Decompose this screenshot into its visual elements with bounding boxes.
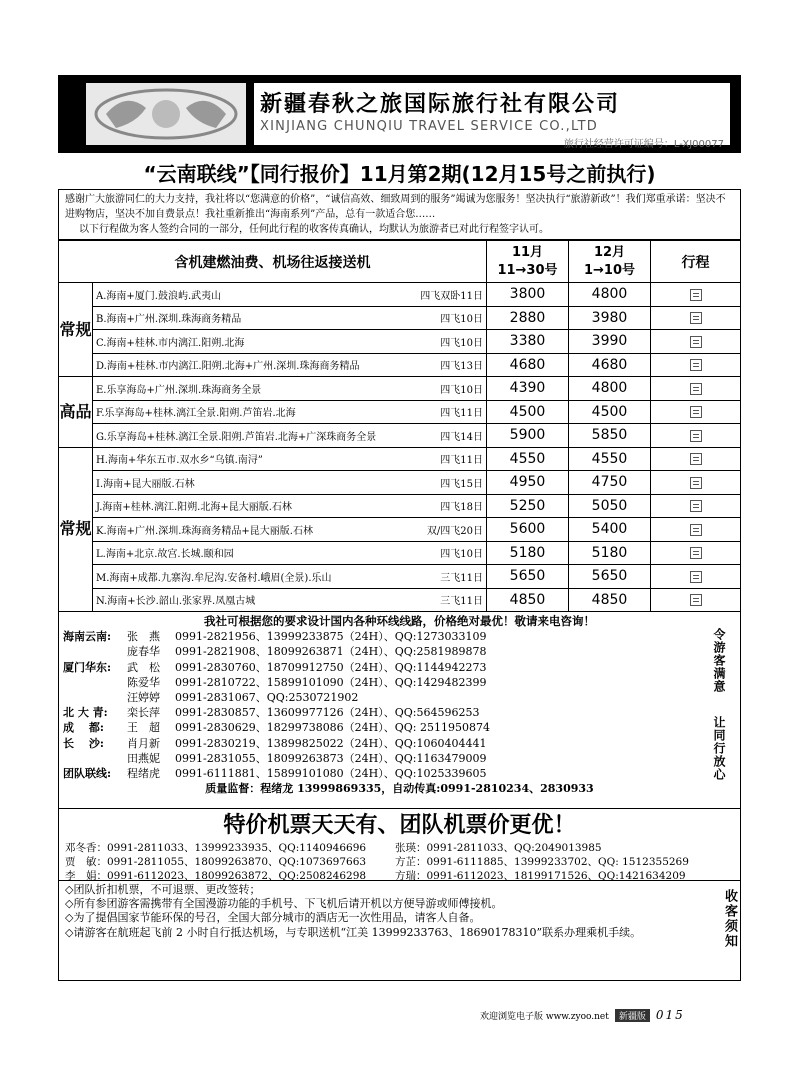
- contact-info: 0991-2810722、15899101090（24H）、QQ:1429482399: [175, 675, 487, 689]
- price-dec: 4800: [569, 377, 651, 401]
- table-row: [59, 494, 741, 518]
- route-cell: [93, 353, 487, 377]
- route-name: B.海南+广州.深圳.珠海商务精品: [96, 314, 242, 326]
- intro-text: [58, 189, 741, 240]
- contact-city: 海南云南:: [63, 630, 112, 644]
- price-nov: 5180: [487, 541, 569, 565]
- route-cell: [93, 424, 487, 448]
- route-cell: [93, 330, 487, 354]
- table-row: [59, 283, 741, 307]
- route-days: 四飞15日: [440, 478, 483, 490]
- company-header: [58, 75, 741, 153]
- table-row: [59, 588, 741, 612]
- col-header-route: 含机建燃油费、机场往返接送机: [59, 241, 487, 283]
- contact-city: [63, 675, 127, 690]
- route-cell: [93, 400, 487, 424]
- document-icon[interactable]: [690, 477, 702, 489]
- itinerary-cell[interactable]: [651, 306, 741, 330]
- col-dec-b: 1→10号: [583, 262, 636, 278]
- price-nov: 2880: [487, 306, 569, 330]
- company-name-en: XINJIANG CHUNQIU TRAVEL SERVICE CO.,LTD: [260, 119, 598, 134]
- slogan-1: 令游客满意: [712, 628, 726, 693]
- price-dec: 5400: [569, 518, 651, 542]
- contact-city: 长 沙:: [63, 736, 104, 750]
- price-nov: 4390: [487, 377, 569, 401]
- price-nov: 5900: [487, 424, 569, 448]
- route-days: 四飞10日: [440, 384, 483, 396]
- document-icon[interactable]: [690, 500, 702, 512]
- table-row: [59, 471, 741, 495]
- contact-row: [63, 644, 736, 659]
- contact-city: [63, 690, 127, 705]
- route-cell: [93, 471, 487, 495]
- itinerary-cell[interactable]: [651, 353, 741, 377]
- notice-item: ◇请游客在航班起飞前 2 小时自行抵达机场，与专职送机“江美 13999233763、18690178310”联系办理乘机手续。: [65, 925, 642, 939]
- notice-label: 收客须知: [722, 889, 737, 949]
- route-cell: [93, 283, 487, 307]
- intro-line-1: 感谢广大旅游同仁的大力支持，我社将以“您满意的价格”，“诚信高效、细致周到的服务”竭诚为您服务！坚决执行“旅游新政”！我们郑重承诺：坚决不进购物店，坚决不加自费景点！我社重新推出“海南系列”产品，总有一款适合您……: [65, 194, 726, 220]
- contact-name: 张 燕: [127, 630, 160, 644]
- route-days: 三飞11日: [440, 572, 483, 584]
- contact-city: 团队联线:: [63, 767, 112, 781]
- itinerary-cell[interactable]: [651, 400, 741, 424]
- price-nov: 3380: [487, 330, 569, 354]
- ticket-contact-left: 贾 敏：0991-2811055、18099263870、QQ:1073697663: [65, 856, 367, 868]
- document-icon[interactable]: [690, 571, 702, 583]
- contact-city: 厦门华东:: [63, 660, 112, 674]
- contact-row: [63, 690, 736, 705]
- contact-name: 王 超: [127, 721, 160, 735]
- col-nov-a: 11月: [511, 244, 544, 260]
- notice-item: ◇团队折扣机票，不可退票、更改签转；: [65, 883, 261, 896]
- ticket-contact-left: 邓冬香：0991-2811033、13999233935、QQ:1140946696: [65, 842, 367, 854]
- route-days: 四飞11日: [440, 455, 483, 467]
- notice-section: [58, 881, 741, 981]
- price-dec: 5180: [569, 541, 651, 565]
- price-dec: 4750: [569, 471, 651, 495]
- company-name-block: [254, 83, 730, 150]
- document-icon[interactable]: [690, 453, 702, 465]
- table-row: [59, 565, 741, 589]
- route-cell: [93, 565, 487, 589]
- contact-info: 0991-2831067、QQ:2530721902: [175, 691, 359, 705]
- table-row: [59, 306, 741, 330]
- document-icon[interactable]: [690, 289, 702, 301]
- price-nov: 5600: [487, 518, 569, 542]
- intro-line-2: 以下行程做为客人签约合同的一部分，任何此行程的收客传真确认，均默认为旅游者已对此行程签字认可。: [79, 224, 549, 235]
- route-days: 四飞10日: [440, 337, 483, 349]
- price-dec: 5850: [569, 424, 651, 448]
- footer-tag: 新疆版: [615, 1009, 650, 1022]
- table-row: [59, 400, 741, 424]
- price-table-body: [59, 283, 741, 612]
- ticket-contact-list: [65, 841, 734, 883]
- quality-supervision: 质量监督：程绪龙 13999869335，自动传真:0991-2810234、2830933: [205, 782, 594, 796]
- brochure-page: [58, 75, 741, 981]
- route-days: 三飞11日: [440, 596, 483, 608]
- table-row: [59, 330, 741, 354]
- table-row: [59, 541, 741, 565]
- contact-row: [63, 751, 736, 766]
- document-icon[interactable]: [690, 336, 702, 348]
- itinerary-cell[interactable]: [651, 283, 741, 307]
- route-name: E.乐享海岛+广州.深圳.珠海商务全景: [96, 384, 262, 396]
- ticket-contact-right: 方芷：0991-6111885、13999233702、QQ: 1512355269: [395, 856, 689, 868]
- price-nov: 4500: [487, 400, 569, 424]
- ticket-contact-left: 李 娟：0991-6112023、18099263872、QQ:2508246298: [65, 870, 367, 882]
- price-nov: 5650: [487, 565, 569, 589]
- contact-name: 程绪虎: [127, 767, 160, 781]
- route-cell: [93, 588, 487, 612]
- itinerary-cell[interactable]: [651, 541, 741, 565]
- route-days: 四飞14日: [440, 431, 483, 443]
- price-table: [58, 240, 741, 612]
- price-nov: 4680: [487, 353, 569, 377]
- route-name: D.海南+桂林.市内漓江.阳朔.北海+广州.深圳.珠海商务精品: [96, 361, 360, 373]
- route-days: 四飞10日: [440, 314, 483, 326]
- ticket-contact-right: 张瑛：0991-2811033、QQ:2049013985: [395, 842, 602, 854]
- route-days: 四飞双卧11日: [420, 290, 483, 302]
- route-cell: [93, 494, 487, 518]
- col-nov-b: 11→30号: [497, 262, 558, 278]
- itinerary-cell[interactable]: [651, 424, 741, 448]
- page-number: 015: [655, 1008, 685, 1022]
- itinerary-cell[interactable]: [651, 377, 741, 401]
- route-cell: [93, 447, 487, 471]
- category-label: 常规: [59, 283, 93, 377]
- page-footer: [480, 1008, 685, 1022]
- contact-info: 0991-2830629、18299738086（24H）、QQ: 2511950874: [175, 721, 490, 735]
- price-dec: 3990: [569, 330, 651, 354]
- contact-info: 0991-2830760、18709912750（24H）、QQ:1144942273: [175, 660, 487, 674]
- category-label: 高品: [59, 377, 93, 448]
- price-dec: 5650: [569, 565, 651, 589]
- contact-row: [63, 766, 736, 781]
- route-cell: [93, 541, 487, 565]
- company-name-cn: 新疆春秋之旅国际旅行社有限公司: [260, 92, 621, 117]
- price-dec: 4550: [569, 447, 651, 471]
- route-days: 四飞10日: [440, 549, 483, 561]
- route-name: L.海南+北京.故宫.长城.颐和园: [96, 549, 234, 561]
- document-icon[interactable]: [690, 524, 702, 536]
- license-number: 旅行社经营许可证编号：L-XJ00077: [563, 139, 724, 150]
- route-cell: [93, 518, 487, 542]
- route-name: K.海南+广州.深圳.珠海商务精品+昆大丽版.石林: [96, 525, 313, 537]
- contact-name: 武 松: [127, 660, 160, 674]
- contact-city: [63, 644, 127, 659]
- price-nov: 5250: [487, 494, 569, 518]
- contacts-section: [58, 612, 741, 809]
- price-dec: 3980: [569, 306, 651, 330]
- contact-name: 庞春华: [127, 645, 160, 659]
- contact-city: 北 大 青:: [63, 706, 108, 720]
- contact-city: 成 都:: [63, 721, 104, 735]
- contact-info: 0991-2830857、13609977126（24H）、QQ:564596253: [175, 706, 480, 720]
- contact-info: 0991-2831055、18099263873（24H）、QQ:1163479009: [175, 751, 487, 765]
- contact-info: 0991-6111881、15899101080（24H）、QQ:1025339605: [175, 767, 487, 781]
- notice-item: ◇为了提倡国家节能环保的号召，全国大部分城市的酒店无一次性用品，请客人自备。: [65, 911, 481, 925]
- company-logo: [86, 83, 246, 145]
- table-row: [59, 518, 741, 542]
- contact-name: 肖月新: [127, 736, 160, 750]
- contact-info: 0991-2830219、13899825022（24H）、QQ:1060404441: [175, 736, 487, 750]
- contact-name: 汪婷婷: [127, 691, 160, 705]
- table-row: [59, 377, 741, 401]
- itinerary-cell[interactable]: [651, 330, 741, 354]
- route-name: H.海南+华东五市.双水乡“乌镇.南浔”: [96, 455, 263, 467]
- price-dec: 5050: [569, 494, 651, 518]
- category-label: 常规: [59, 447, 93, 612]
- route-name: J.海南+桂林.漓江.阳朔.北海+昆大丽版.石林: [96, 502, 292, 514]
- contact-name: 陈爱华: [127, 675, 160, 689]
- itinerary-cell[interactable]: [651, 588, 741, 612]
- ticket-section: [58, 809, 741, 881]
- route-name: F.乐享海岛+桂林.漓江全景.阳朔.芦笛岩.北海: [96, 408, 296, 420]
- ticket-contact-right: 方瑞：0991-6112023、18199171526、QQ:1421634209: [395, 870, 686, 882]
- document-icon[interactable]: [690, 547, 702, 559]
- route-name: I.海南+昆大丽版.石林: [96, 478, 195, 490]
- contact-name: 栾长萍: [127, 706, 160, 720]
- document-icon[interactable]: [690, 430, 702, 442]
- document-icon[interactable]: [690, 594, 702, 606]
- contact-row: [63, 660, 736, 675]
- route-days: 四飞18日: [440, 502, 483, 514]
- contact-name: 田燕妮: [127, 751, 160, 765]
- slogan-2: 让同行放心: [712, 716, 726, 781]
- contact-city: [63, 751, 127, 766]
- price-dec: 4800: [569, 283, 651, 307]
- route-name: N.海南+长沙.韶山.张家界.凤凰古城: [96, 596, 256, 608]
- itinerary-cell[interactable]: [651, 447, 741, 471]
- ticket-contact-row: [65, 855, 734, 869]
- notice-item: ◇所有参团游客需携带有全国漫游功能的手机号、下飞机后请开机以方便导游或师傅接机。: [65, 897, 503, 911]
- logo-ornament-icon: [86, 83, 246, 145]
- col-dec-a: 12月: [593, 244, 626, 260]
- route-name: G.乐享海岛+桂林.漓江全景.阳朔.芦笛岩.北海+广深珠商务全景: [96, 431, 377, 443]
- contact-row: [63, 675, 736, 690]
- price-dec: 4500: [569, 400, 651, 424]
- contact-row: [63, 720, 736, 735]
- price-dec: 4850: [569, 588, 651, 612]
- route-name: M.海南+成都.九寨沟.牟尼沟.安备村.峨眉(全景).乐山: [96, 572, 332, 584]
- footer-text: 欢迎浏览电子版 www.zyoo.net: [480, 1011, 609, 1022]
- table-row: [59, 447, 741, 471]
- notice-list: [65, 883, 695, 940]
- contact-info: 0991-2821908、18099263871（24H）、QQ:2581989878: [175, 645, 487, 659]
- route-cell: [93, 306, 487, 330]
- document-icon[interactable]: [690, 359, 702, 371]
- ticket-headline: 特价机票天天有、团队机票价更优！: [223, 813, 576, 838]
- document-icon[interactable]: [690, 312, 702, 324]
- col-header-dec: [569, 241, 651, 283]
- itinerary-cell[interactable]: [651, 471, 741, 495]
- col-header-nov: [487, 241, 569, 283]
- contact-row: [63, 629, 736, 644]
- itinerary-cell[interactable]: [651, 518, 741, 542]
- price-nov: 4550: [487, 447, 569, 471]
- price-nov: 4950: [487, 471, 569, 495]
- route-days: 四飞13日: [440, 361, 483, 373]
- table-row: [59, 424, 741, 448]
- document-icon[interactable]: [690, 406, 702, 418]
- price-dec: 4680: [569, 353, 651, 377]
- price-nov: 3800: [487, 283, 569, 307]
- route-cell: [93, 377, 487, 401]
- price-nov: 4850: [487, 588, 569, 612]
- ticket-contact-row: [65, 841, 734, 855]
- col-header-trip: 行程: [651, 241, 741, 283]
- table-row: [59, 353, 741, 377]
- itinerary-cell[interactable]: [651, 565, 741, 589]
- document-icon[interactable]: [690, 383, 702, 395]
- route-days: 双/四飞20日: [426, 525, 483, 537]
- itinerary-cell[interactable]: [651, 494, 741, 518]
- contact-row: [63, 736, 736, 751]
- contact-info: 0991-2821956、13999233875（24H）、QQ:1273033109: [175, 630, 487, 644]
- contact-row: [63, 705, 736, 720]
- contacts-headline: 我社可根据您的要求设计国内各种环线线路，价格绝对最优！敬请来电咨询！: [204, 614, 595, 628]
- page-title: “云南联线”【同行报价】11月第2期(12月15号之前执行): [143, 162, 656, 186]
- route-name: A.海南+厦门.鼓浪屿.武夷山: [96, 290, 222, 302]
- contact-list: [63, 629, 736, 781]
- route-days: 四飞11日: [440, 408, 483, 420]
- route-name: C.海南+桂林.市内漓江.阳朔.北海: [96, 337, 245, 349]
